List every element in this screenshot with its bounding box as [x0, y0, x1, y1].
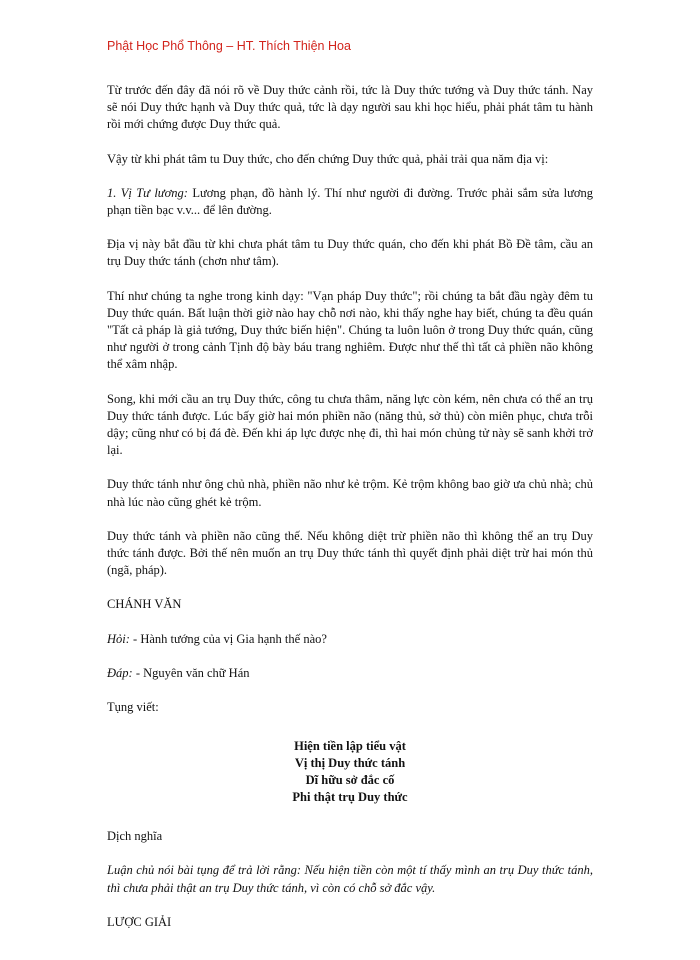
paragraph-stage-scope: Địa vị này bắt đầu từ khi chưa phát tâm tu Duy thức quán, cho đến khi phát Bồ Đề tâm, cầu an trụ Duy thức tánh (chơn như tâm).	[107, 237, 593, 269]
document-body	[107, 82, 593, 931]
verse-block	[107, 738, 593, 806]
paragraph-example: Thí như chúng ta nghe trong kinh dạy: "Vạn pháp Duy thức"; rồi chúng ta bắt đầu ngày đêm tu Duy thức quán. Bất luận thời giờ nào hay chỗ nơi nào, khi thấy nghe hay biết, chúng ta đều quán "Tất cả pháp là giả tướng, Duy thức biến hiện". Chúng ta luôn luôn ở trong Duy thức quán, cũng như người ở trong cảnh Tịnh độ bày báu trang nghiêm. Được như thế thì tất cả phiền não không thể xâm nhập.	[107, 288, 593, 372]
paragraph-afflictions: Song, khi mới cầu an trụ Duy thức, công tu chưa thâm, năng lực còn kém, nên chưa có thể an trụ Duy thức tánh được. Lúc bấy giờ hai món phiền não (năng thủ, sở thủ) còn miên phục, chưa trỗi dậy; cũng như có bị đá đè. Đến khi áp lực được nhẹ đi, thì hai món chủng tử này sẽ sanh khởi trở lại.	[107, 391, 593, 458]
heading-chanh-van: CHÁNH VĂN	[107, 597, 182, 612]
stage-1-text: Lương phạn, đồ hành lý. Thí như người đi đường. Trước phải sắm sửa lương phạn tiền bạc v.v... để lên đường.	[107, 185, 593, 218]
answer-line	[107, 665, 593, 682]
heading-dich-nghia: Dịch nghĩa	[107, 829, 163, 844]
heading-luoc-giai: LƯỢC GIẢI	[107, 914, 172, 929]
paragraph-five-stages: Vậy từ khi phát tâm tu Duy thức, cho đến chứng Duy thức quả, phải trải qua năm địa vị:	[107, 151, 549, 166]
verse-line: Dĩ hữu sở đắc cố	[305, 773, 395, 788]
paragraph-stage-1	[107, 185, 593, 219]
question-label: Hỏi:	[107, 631, 130, 646]
question-line	[107, 631, 593, 648]
paragraph-intro: Từ trước đến đây đã nói rõ về Duy thức cảnh rồi, tức là Duy thức tướng và Duy thức tánh. Nay sẽ nói Duy thức hạnh và Duy thức quả, tức là dạy người sau khi học hiểu, phải phát tâm tu hành rồi mới chứng được Duy thức quả.	[107, 83, 593, 132]
verse-line: Hiện tiền lập tiểu vật	[294, 739, 406, 754]
question-text: - Hành tướng của vị Gia hạnh thế nào?	[129, 631, 327, 646]
paragraph-conclusion: Duy thức tánh và phiền não cũng thế. Nếu không diệt trừ phiền não thì không thể an trụ Duy thức tánh được. Bởi thế nên muốn an trụ Duy thức tánh thì quyết định phải diệt trừ hai món thủ (ngã, pháp).	[107, 528, 593, 578]
verse-line: Vị thị Duy thức tánh	[294, 756, 406, 771]
stage-1-label: 1. Vị Tư lương:	[107, 185, 188, 200]
paragraph-thief-analogy: Duy thức tánh như ông chủ nhà, phiền não như kẻ trộm. Kẻ trộm không bao giờ ưa chủ nhà; chủ nhà lúc nào cũng ghét kẻ trộm.	[107, 477, 593, 509]
running-header: Phật Học Phổ Thông – HT. Thích Thiện Hoa	[107, 39, 351, 53]
answer-label: Đáp:	[107, 665, 133, 680]
answer-text: - Nguyên văn chữ Hán	[132, 665, 250, 680]
translation-paragraph: Luận chủ nói bài tụng để trả lời rằng: Nếu hiện tiền còn một tí thấy mình an trụ Duy thức tánh, thì chưa phải thật an trụ Duy thức tánh, vì còn có chỗ sở đắc vậy.	[107, 863, 593, 895]
verse-line: Phi thật trụ Duy thức	[292, 790, 408, 805]
verse-intro: Tụng viết:	[107, 700, 159, 715]
